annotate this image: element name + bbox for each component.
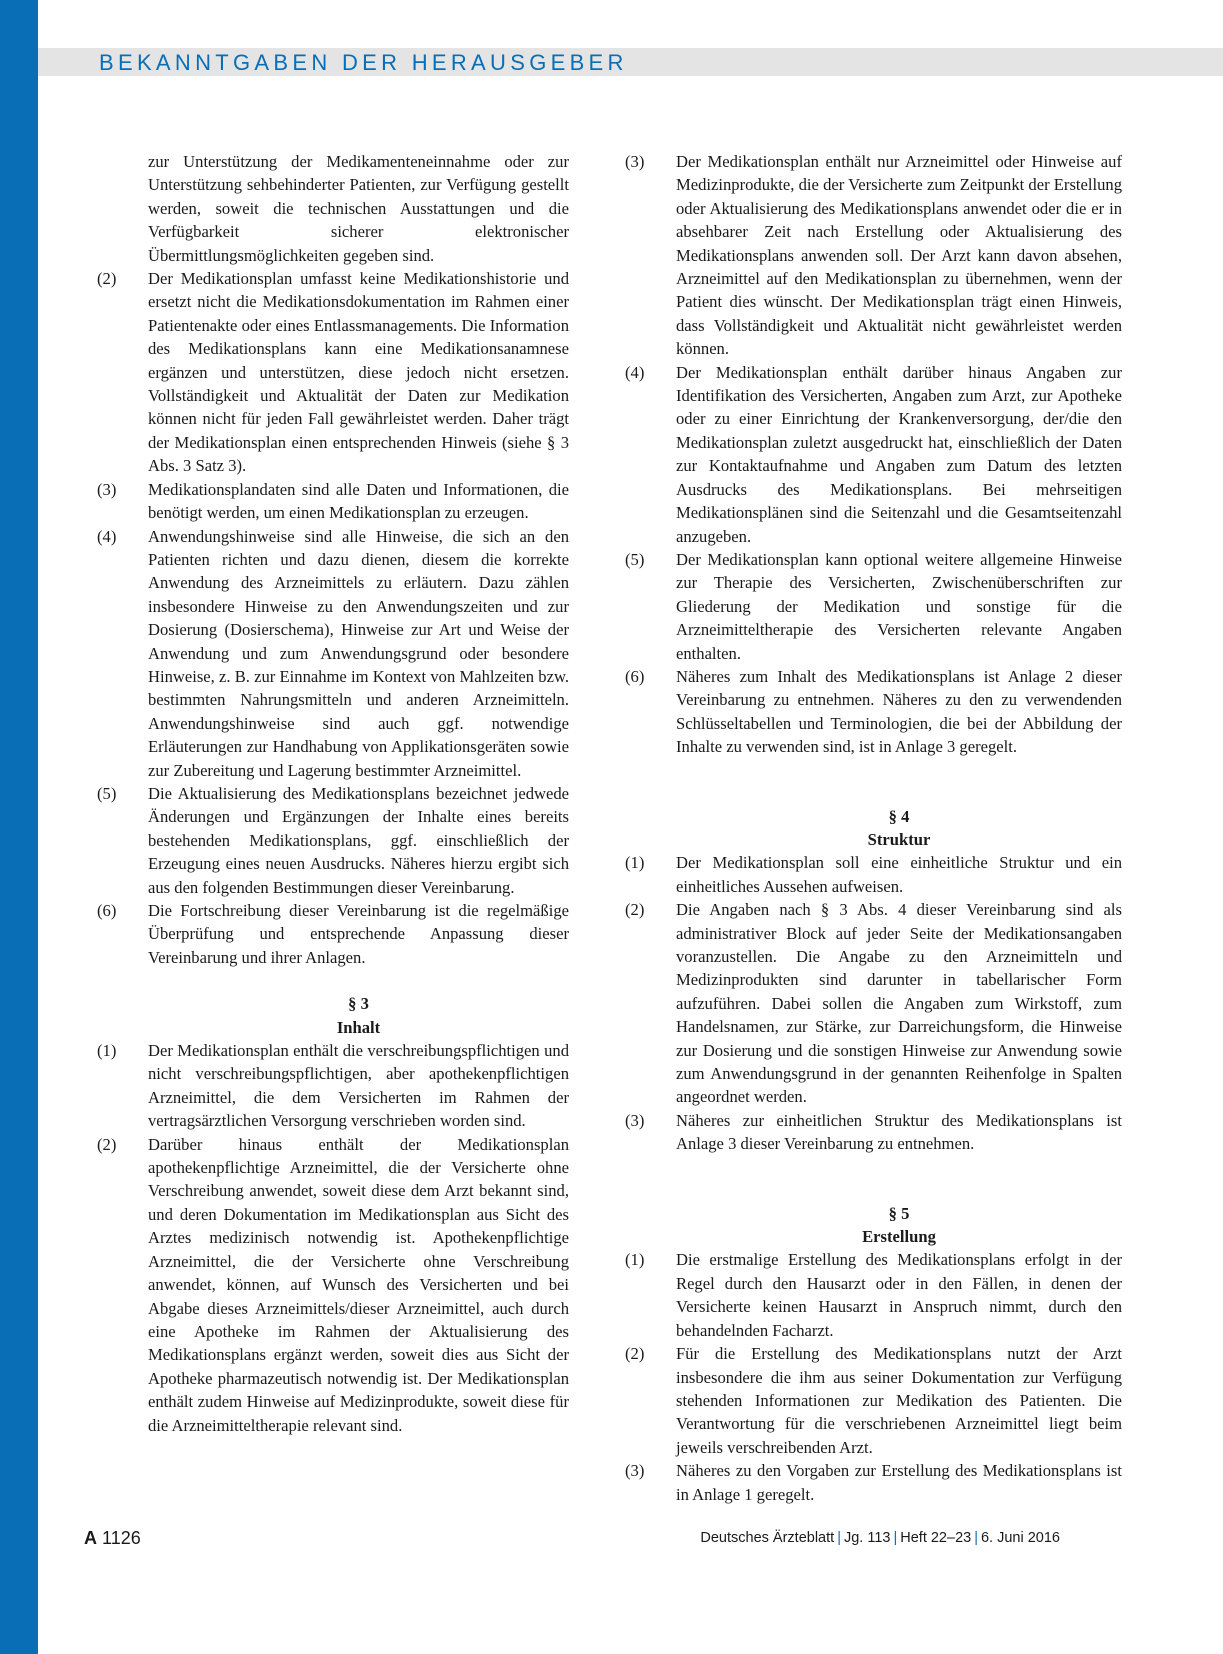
section-4-number: § 4 (888, 806, 910, 826)
paragraph-number: (6) (97, 901, 117, 920)
left-column (97, 150, 569, 1437)
continuation-paragraph: zur Unterstützung der Medikamenteneinnahme oder zur Unterstützung sehbehinderter Patienten, zur Verfügung gestellt werden, soweit die technischen Ausstattungen und die Verfügbarkeit sicherer elektronischer Übermittlungsmöglichkeiten gegeben sind. (148, 152, 569, 265)
paragraph-text: Der Medikationsplan umfasst keine Medikationshistorie und ersetzt nicht die Medikationsdokumentation im Rahmen einer Patientenakte oder eines Entlassmanagements. Die Information des Medikationsplans kann eine Medikationsanamnese ergänzen und unterstützen, diese jedoch nicht ersetzen. Vollständigkeit und Aktualität der Daten zur Medikation können nicht für jeden Fall gewährleistet werden. Daher trägt der Medikationsplan einen entsprechenden Hinweis (siehe § 3 Abs. 3 Satz 3). (148, 269, 569, 476)
paragraph-text: Die Angaben nach § 3 Abs. 4 dieser Vereinbarung sind als administrativer Block auf jeder Seite der Medikationsangaben voranzustellen. Die Angabe zu den Arzneimitteln und Medizinprodukten sind darunter in tabellarischer Form aufzuführen. Dabei sollen die Angaben zum Wirkstoff, zum Handelsnamen, zur Stärke, zur Darreichungsform, die Hinweise zur Dosierung und die sonstigen Hinweise zur Anwendung sowie zum Anwendungsgrund in der genannten Reihenfolge in Spalten angeordnet werden. (676, 900, 1122, 1107)
separator: | (837, 1530, 841, 1546)
paragraph-text: Für die Erstellung des Medikationsplans nutzt der Arzt insbesondere die ihm aus seiner Dokumentation zur Verfügung stehenden Informationen zur Medikation des Patienten. Die Verantwortung für die verschriebenen Arzneimittel liegt beim jeweils verschreibenden Arzt. (676, 1344, 1122, 1457)
section-3-paragraph-5 (625, 548, 1122, 665)
paragraph-number: (3) (97, 479, 117, 499)
paragraph-number: (1) (625, 1250, 645, 1270)
paragraph-text: Der Medikationsplan enthält die verschreibungspflichtigen und nicht verschreibungspflichtigen, aber apothekenpflichtigen Arzneimittel, die dem Versicherten im Rahmen der vertragsärztlichen Versorgung verschrieben worden sind. (148, 1041, 569, 1131)
paragraph-2 (97, 267, 569, 478)
paragraph-4 (97, 525, 569, 782)
paragraph-text: Der Medikationsplan kann optional weitere allgemeine Hinweise zur Therapie des Versicherten, Zwischenüberschriften zur Gliederung der Medikation und sonstige für die Arzneimitteltherapie des Versicherten relevante Angaben enthalten. (676, 549, 1122, 663)
side-color-bar (0, 0, 38, 1654)
section-5-number: § 5 (888, 1203, 910, 1223)
section-3-paragraph-4 (625, 361, 1122, 548)
paragraph-text: Die Fortschreibung dieser Vereinbarung ist die regelmäßige Überprüfung und entsprechende Anpassung dieser Vereinbarung und ihrer Anlagen. (148, 901, 569, 967)
paragraph-text: Der Medikationsplan enthält darüber hinaus Angaben zur Identifikation des Versicherten, Angaben zum Arzt, zur Apotheke oder zu einer Einrichtung der Krankenversorgung, der/die den Medikationsplan zuletzt ausgedruckt hat, einschließlich der Daten zur Kontaktaufnahme und Angaben zum Datum des letzten Ausdrucks des Medikationsplans. Bei mehrseitigen Medikationsplänen sind die Seitenzahl und die Gesamtseitenzahl anzugeben. (676, 362, 1122, 546)
paragraph-number: (2) (625, 1344, 645, 1364)
paragraph-number: (3) (625, 152, 645, 171)
section-4-paragraph-3 (625, 1109, 1122, 1156)
section-4-paragraph-2 (625, 898, 1122, 1109)
paragraph-number: (6) (625, 666, 645, 686)
paragraph-text: Medikationsplandaten sind alle Daten und Informationen, die benötigt werden, um einen Medikationsplan zu erzeugen. (148, 479, 569, 523)
paragraph-number: (5) (97, 783, 117, 803)
paragraph-text: Darüber hinaus enthält der Medikationsplan apothekenpflichtige Arzneimittel, die der Versicherte ohne Verschreibung anwendet, soweit diese dem Arzt bekannt sind, und deren Dokumentation im Medikationsplan aus Sicht des Arztes medizinisch notwendig ist. Apothekenpflichtige Arzneimittel, die der Versicherte ohne Verschreibung anwendet, können, auf Wunsch des Versicherten und bei Abgabe dieses Arzneimittels/dieser Arzneimittel, auch durch eine Apotheke im Rahmen der Aktualisierung des Medikationsplans ergänzt werden, soweit dies aus Sicht der Apotheke pharmazeutisch notwendig ist. Der Medikationsplan enthält zudem Hinweise auf Medizinprodukte, soweit diese für die Arzneimitteltherapie relevant sind. (148, 1134, 569, 1435)
section-3-paragraph-3 (625, 150, 1122, 361)
paragraph-text: Näheres zu den Vorgaben zur Erstellung des Medikationsplans ist in Anlage 1 geregelt. (676, 1461, 1122, 1504)
journal-citation (700, 1530, 1060, 1546)
section-5-paragraph-3 (625, 1459, 1122, 1506)
section-4-title: Struktur (867, 829, 931, 849)
section-3-number: § 3 (348, 994, 369, 1014)
paragraph-number: (3) (625, 1110, 645, 1130)
paragraph-number: (4) (97, 526, 117, 546)
page-number-value: 1126 (102, 1528, 141, 1548)
paragraph-number: (2) (97, 1134, 117, 1154)
paragraph-number: (1) (625, 853, 645, 873)
right-column (625, 150, 1122, 1506)
section-3-paragraph-1 (97, 1039, 569, 1133)
paragraph-text: Die erstmalige Erstellung des Medikationsplans erfolgt in der Regel durch den Hausarzt oder in den Fällen, in denen der Versicherte keinen Hausarzt in Anspruch nimmt, durch den behandelnden Facharzt. (676, 1250, 1122, 1340)
paragraph-6 (97, 899, 569, 969)
paragraph-number: (5) (625, 549, 645, 569)
journal-issue: Heft 22–23 (900, 1530, 972, 1546)
section-3-paragraph-2 (97, 1133, 569, 1437)
journal-name: Deutsches Ärzteblatt (700, 1530, 835, 1546)
paragraph-number: (3) (625, 1461, 645, 1481)
paragraph-5 (97, 782, 569, 899)
paragraph-3 (97, 478, 569, 525)
paragraph-text: Der Medikationsplan soll eine einheitliche Struktur und ein einheitliches Aussehen aufweisen. (676, 853, 1122, 896)
page-footer (0, 1528, 1223, 1552)
header-band (38, 48, 1223, 76)
paragraph-number: (2) (97, 269, 117, 289)
paragraph-text: Näheres zur einheitlichen Struktur des Medikationsplans ist Anlage 3 dieser Vereinbarung zu entnehmen. (676, 1110, 1122, 1154)
paragraph-text: Die Aktualisierung des Medikationsplans bezeichnet jedwede Änderungen und Ergänzungen der Inhalte eines bereits bestehenden Medikationsplans, ggf. einschließlich der Erzeugung eines neuen Ausdrucks. Näheres hierzu ergibt sich aus den folgenden Bestimmungen dieser Vereinbarung. (148, 783, 569, 897)
separator: | (893, 1530, 898, 1546)
paragraph-number: (2) (625, 900, 645, 920)
section-3-paragraph-6 (625, 665, 1122, 759)
journal-volume: Jg. 113 (843, 1530, 891, 1546)
journal-date: 6. Juni 2016 (980, 1530, 1060, 1546)
paragraph-text: Anwendungshinweise sind alle Hinweise, die sich an den Patienten richten und dazu dienen, diesem die korrekte Anwendung des Arzneimittels zu erläutern. Dazu zählen insbesondere Hinweise zu den Anwendungszeiten und zur Dosierung (Dosierschema), Hinweise zur Art und Weise der Anwendung und zum Anwendungsgrund oder besondere Hinweise, z. B. zur Einnahme im Kontext von Mahlzeiten bzw. bestimmten Nahrungsmitteln und anderen Arzneimitteln. Anwendungshinweise sind auch ggf. notwendige Erläuterungen zur Handhabung von Applikationsgeräten sowie zur Zubereitung und Lagerung bestimmter Arzneimittel. (148, 526, 569, 780)
paragraph-number: (4) (625, 362, 645, 382)
section-4-paragraph-1 (625, 851, 1122, 898)
page-number (84, 1528, 141, 1549)
section-header-title: BEKANNTGABEN DER HERAUSGEBER (99, 50, 628, 75)
section-5-paragraph-1 (625, 1248, 1122, 1342)
section-5-paragraph-2 (625, 1342, 1122, 1459)
paragraph-text: Näheres zum Inhalt des Medikationsplans ist Anlage 2 dieser Vereinbarung zu entnehmen. Näheres zu den zu verwendenden Schlüsseltabellen und Terminologien, die bei der Abbildung der Inhalte zu verwenden sind, ist in Anlage 3 geregelt. (676, 666, 1122, 757)
separator: | (974, 1530, 978, 1546)
paragraph-text: Der Medikationsplan enthält nur Arzneimittel oder Hinweise auf Medizinprodukte, die der Versicherte zum Zeitpunkt der Erstellung oder Aktualisierung des Medikationsplans anwendet oder die er in absehbarer Zeit nach Erstellung oder Aktualisierung des Medikationsplans anwenden soll. Der Arzt kann davon absehen, Arzneimittel auf den Medikationsplan zu übernehmen, wenn der Patient dies wünscht. Der Medikationsplan trägt einen Hinweis, dass Vollständigkeit und Aktualität nicht gewährleistet werden können. (676, 152, 1122, 359)
section-3-title: Inhalt (336, 1017, 381, 1037)
page-prefix: A (84, 1528, 97, 1548)
paragraph-number: (1) (97, 1041, 117, 1061)
section-5-title: Erstellung (862, 1227, 936, 1247)
